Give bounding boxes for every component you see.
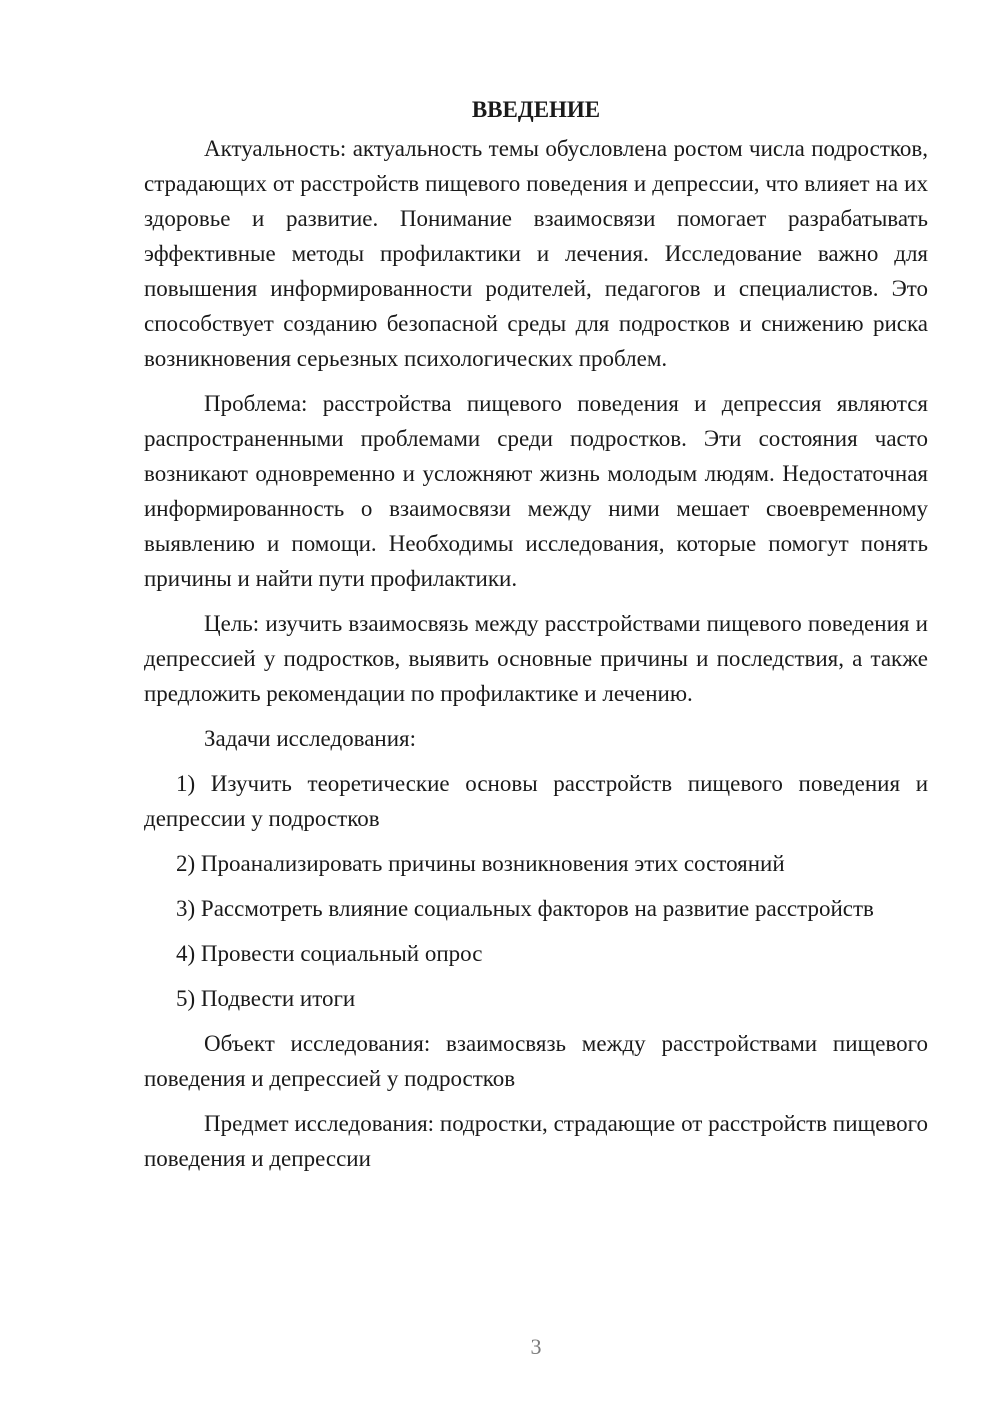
task-item-1: 1) Изучить теоретические основы расстройств пищевого поведения и депрессии у подростков <box>144 771 928 831</box>
subject-paragraph: Предмет исследования: подростки, страдающие от расстройств пищевого поведения и депрессии <box>144 1111 928 1171</box>
tasks-heading: Задачи исследования: <box>204 726 417 751</box>
object-paragraph: Объект исследования: взаимосвязь между расстройствами пищевого поведения и депрессией у подростков <box>144 1031 928 1091</box>
task-item-3: 3) Рассмотреть влияние социальных факторов на развитие расстройств <box>176 896 874 921</box>
document-body <box>144 92 928 1186</box>
task-item-5: 5) Подвести итоги <box>176 986 356 1011</box>
problem-paragraph: Проблема: расстройства пищевого поведения и депрессия являются распространенными проблемами среди подростков. Эти состояния часто возникают одновременно и усложняют жизнь молодым людям. Недостаточная информированность о взаимосвязи между ними мешает своевременному выявлению и помощи. Необходимы исследования, которые помогут понять причины и найти пути профилактики. <box>144 391 928 591</box>
relevance-paragraph: Актуальность: актуальность темы обусловлена ростом числа подростков, страдающих от расстройств пищевого поведения и депрессии, что влияет на их здоровье и развитие. Понимание взаимосвязи помогает разрабатывать эффективные методы профилактики и лечения. Исследование важно для повышения информированности родителей, педагогов и специалистов. Это способствует созданию безопасной среды для подростков и снижению риска возникновения серьезных психологических проблем. <box>144 136 928 371</box>
tasks-list <box>144 766 928 1016</box>
goal-paragraph: Цель: изучить взаимосвязь между расстройствами пищевого поведения и депрессией у подростков, выявить основные причины и последствия, а также предложить рекомендации по профилактике и лечению. <box>144 611 928 706</box>
page-number: 3 <box>530 1334 542 1359</box>
task-item-4: 4) Провести социальный опрос <box>176 941 483 966</box>
section-title: ВВЕДЕНИЕ <box>471 97 601 122</box>
task-item-2: 2) Проанализировать причины возникновения этих состояний <box>176 851 785 876</box>
